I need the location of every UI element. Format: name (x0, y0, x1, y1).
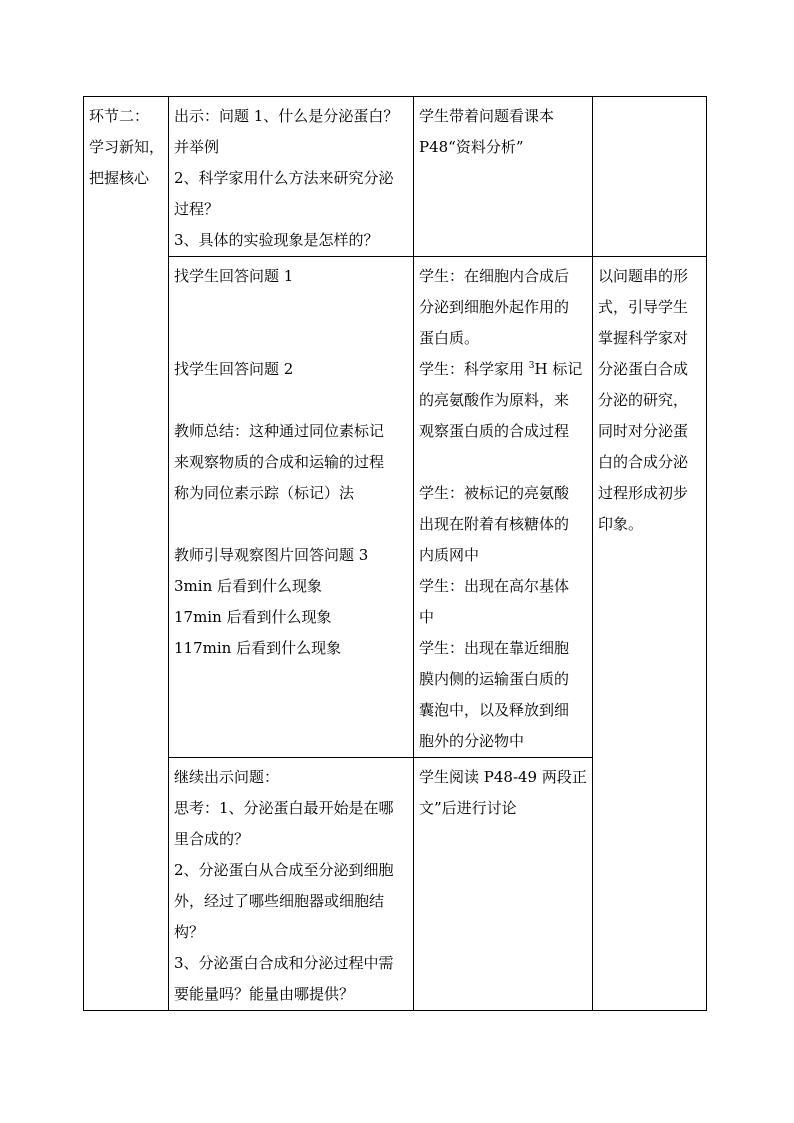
teacher-line: 外，经过了哪些细胞器或细胞结 (174, 892, 385, 910)
stage-line: 学习新知， (89, 138, 165, 156)
teacher-line: 找学生回答问题 2 (174, 360, 294, 378)
teacher-line: 并举例 (174, 138, 220, 156)
intent-line: 白的合成分泌 (598, 453, 689, 471)
student-line: 分泌到细胞外起作用的 (419, 298, 570, 316)
teacher-line: 继续出示问题： (174, 768, 280, 786)
student-line: 学生：出现在靠近细胞 (419, 639, 570, 657)
teacher-line: 称为同位素示踪（标记）法 (174, 484, 355, 502)
intent-line: 以问题串的形 (598, 267, 689, 285)
teacher-line: 117min 后看到什么现象 (174, 639, 342, 657)
teacher-line: 3、分泌蛋白合成和分泌过程中需 (174, 954, 394, 972)
table-row (84, 257, 707, 758)
student-line: 文”后进行讨论 (419, 799, 517, 817)
teacher-line: 3、具体的实验现象是怎样的？ (174, 231, 379, 249)
student-line: P48“资料分析” (419, 138, 524, 156)
table-row (84, 97, 707, 257)
teacher-line: 2、科学家用什么方法来研究分泌 (174, 169, 394, 187)
student-line: 中 (419, 608, 435, 626)
teacher-activity-cell (169, 758, 414, 1011)
teacher-line: 构？ (174, 923, 205, 941)
student-line: 蛋白质。 (419, 329, 480, 347)
intent-line: 印象。 (598, 515, 644, 533)
intent-line: 分泌蛋白合成 (598, 360, 689, 378)
teacher-line: 找学生回答问题 1 (174, 267, 294, 285)
student-line: 学生：被标记的亮氨酸 (419, 484, 570, 502)
student-line: 学生带着问题看课本 (419, 107, 555, 125)
teacher-line: 里合成的？ (174, 830, 250, 848)
teacher-line: 出示：问题 1、什么是分泌蛋白？ (174, 107, 399, 125)
student-activity-cell (414, 97, 593, 257)
student-activity-cell (414, 758, 593, 1011)
teacher-line: 3min 后看到什么现象 (174, 577, 322, 595)
student-activity-cell (414, 257, 593, 758)
intent-line: 过程形成初步 (598, 484, 689, 502)
teacher-line: 来观察物质的合成和运输的过程 (174, 453, 385, 471)
student-line: 学生阅读 P48-49 两段正 (419, 768, 587, 786)
student-line: 内质网中 (419, 546, 480, 564)
teacher-line: 17min 后看到什么现象 (174, 608, 332, 626)
teacher-line: 2、分泌蛋白从合成至分泌到细胞 (174, 861, 394, 879)
student-text: H 标记 (534, 360, 583, 378)
teacher-line: 思考：1、分泌蛋白最开始是在哪 (174, 799, 394, 817)
teacher-line: 要能量吗？能量由哪提供？ (174, 985, 355, 1003)
lesson-plan-table (83, 96, 707, 1011)
intent-line: 分泌的研究， (598, 391, 689, 409)
intent-line: 同时对分泌蛋 (598, 422, 689, 440)
stage-cell (84, 97, 169, 1011)
student-line: 学生：出现在高尔基体 (419, 577, 570, 595)
student-line: 观察蛋白质的合成过程 (419, 422, 570, 440)
stage-line: 环节二： (89, 107, 150, 125)
student-line (419, 354, 587, 385)
student-line: 膜内侧的运输蛋白质的 (419, 670, 570, 688)
teacher-activity-cell (169, 257, 414, 758)
isotope-superscript: 3 (528, 361, 535, 371)
student-text: 学生：科学家用 (419, 360, 529, 378)
intent-line: 式，引导学生 (598, 298, 689, 316)
student-line: 学生：在细胞内合成后 (419, 267, 570, 285)
teacher-line: 教师总结：这种通过同位素标记 (174, 422, 385, 440)
student-line: 胞外的分泌物中 (419, 732, 525, 750)
teacher-line: 过程？ (174, 200, 220, 218)
student-line: 出现在附着有核糖体的 (419, 515, 570, 533)
design-intent-cell (593, 257, 707, 1011)
teacher-line: 教师引导观察图片回答问题 3 (174, 546, 369, 564)
student-line: 囊泡中，以及释放到细 (419, 701, 570, 719)
student-line: 的亮氨酸作为原料，来 (419, 391, 570, 409)
design-intent-cell (593, 97, 707, 257)
stage-line: 把握核心 (89, 169, 150, 187)
intent-line: 掌握科学家对 (598, 329, 689, 347)
teacher-activity-cell (169, 97, 414, 257)
